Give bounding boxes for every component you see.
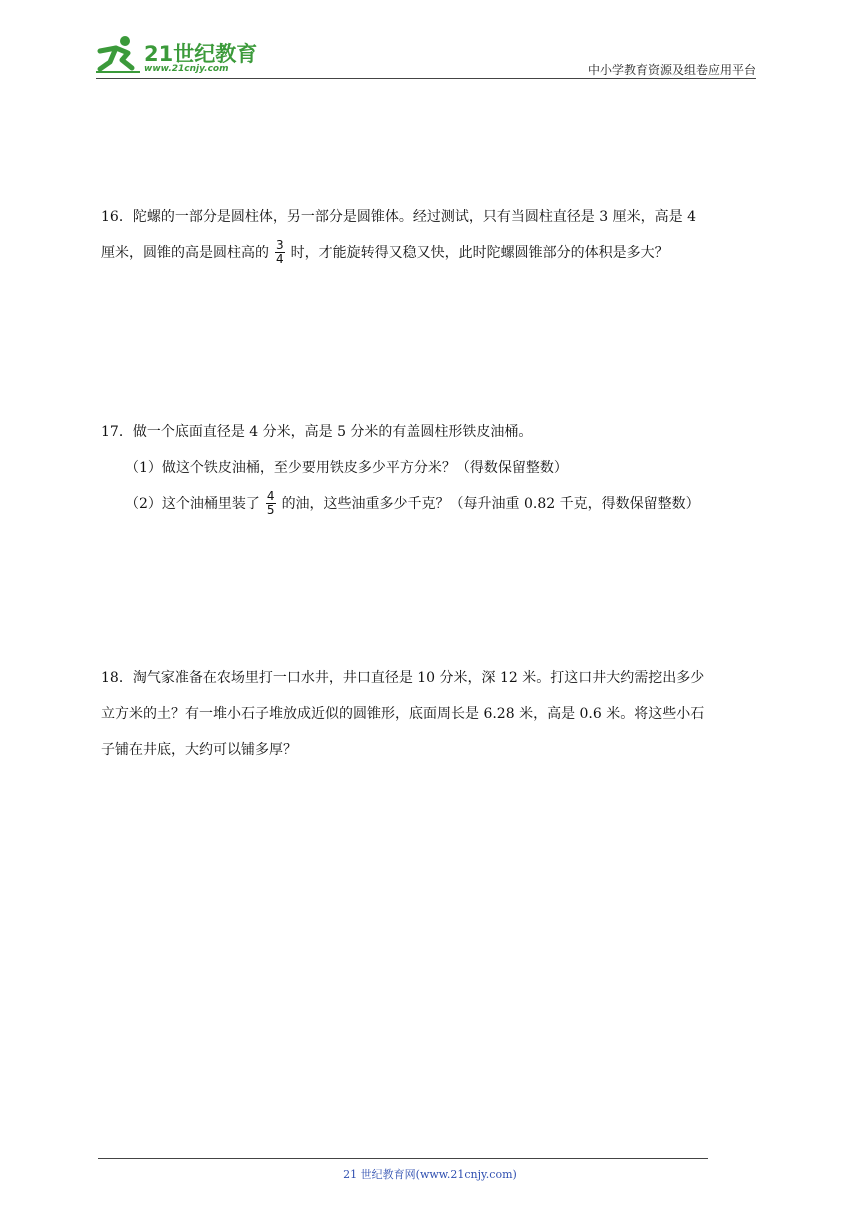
fraction-numerator: 4 xyxy=(266,488,275,503)
question-17-part-2-before-fraction: （2）这个油桶里装了 xyxy=(125,496,260,512)
question-17 xyxy=(101,414,769,522)
question-16 xyxy=(101,199,769,271)
question-17-part-2 xyxy=(101,486,769,522)
fraction-four-fifths xyxy=(266,490,276,517)
fraction-numerator: 3 xyxy=(276,237,284,252)
question-18-line-1: 18．淘气家准备在农场里打一口水井，井口直径是 10 分米，深 12 米。打这口井大约需挖出多少 xyxy=(101,670,705,686)
fraction-denominator: 5 xyxy=(266,502,275,517)
footer-divider xyxy=(98,1158,708,1159)
question-17-stem: 17．做一个底面直径是 4 分米，高是 5 分米的有盖圆柱形铁皮油桶。 xyxy=(101,424,533,440)
question-16-line-1: 16．陀螺的一部分是圆柱体，另一部分是圆锥体。经过测试，只有当圆柱直径是 3 厘米，高是 4 xyxy=(101,209,696,225)
logo-url: www.21cnjy.com xyxy=(144,64,229,74)
logo-title: 21世纪教育 xyxy=(144,42,258,66)
site-logo[interactable] xyxy=(94,34,264,80)
header-divider xyxy=(96,78,756,79)
fraction-denominator: 4 xyxy=(276,251,284,266)
question-16-text-before-fraction: 厘米，圆锥的高是圆柱高的 xyxy=(101,245,269,261)
question-16-line-2 xyxy=(101,235,769,271)
question-18-line-2: 立方米的土？有一堆小石子堆放成近似的圆锥形，底面周长是 6.28 米，高是 0.6 米。将这些小石 xyxy=(101,706,705,722)
fraction-three-quarters xyxy=(275,239,285,266)
question-18-line-3: 子铺在井底，大约可以铺多厚？ xyxy=(101,742,297,758)
question-16-text-after-fraction: 时，才能旋转得又稳又快，此时陀螺圆锥部分的体积是多大？ xyxy=(290,245,669,261)
question-17-part-1: （1）做这个铁皮油桶，至少要用铁皮多少平方分米？（得数保留整数） xyxy=(125,460,568,476)
question-17-part-2-after-fraction: 的油，这些油重多少千克？（每升油重 0.82 千克，得数保留整数） xyxy=(281,496,700,512)
question-18 xyxy=(101,660,769,768)
footer-link[interactable]: 21 世纪教育网(www.21cnjy.com) xyxy=(343,1168,517,1181)
runner-logo-icon xyxy=(94,34,144,74)
platform-name: 中小学教育资源及组卷应用平台 xyxy=(587,63,756,77)
page-header xyxy=(0,0,860,80)
